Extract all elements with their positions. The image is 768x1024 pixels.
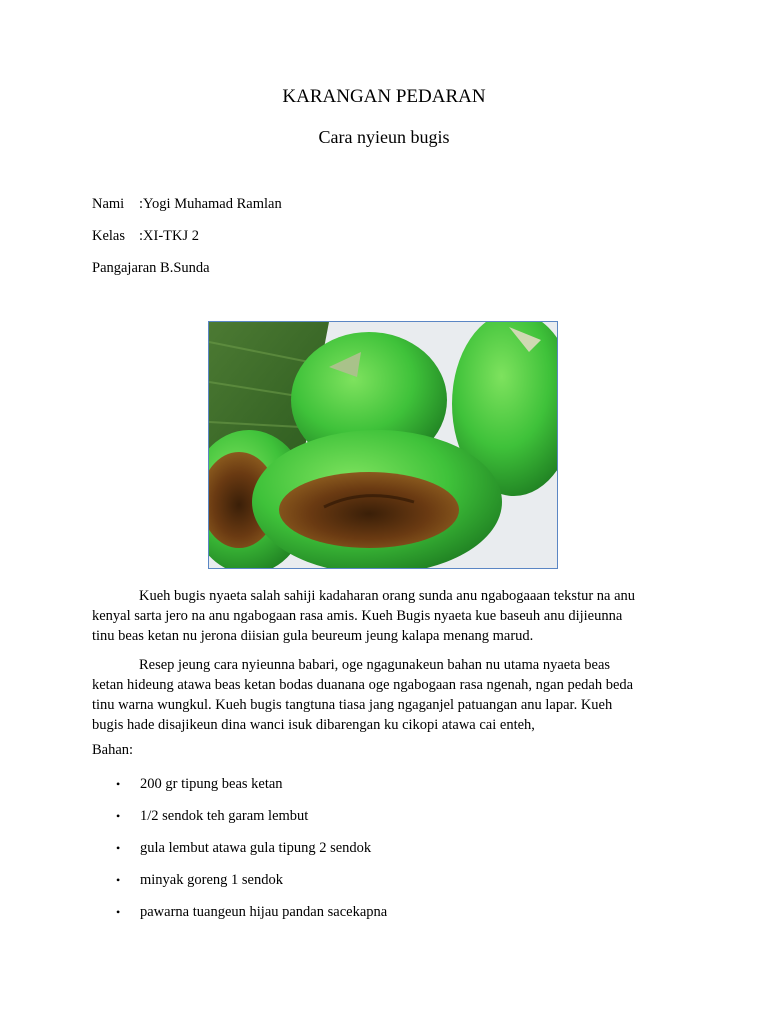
paragraph-line	[92, 586, 676, 606]
paragraph-line	[92, 655, 676, 675]
text: tinu beas ketan nu jerona diisian gula beureum jeung kalapa menang marud.	[92, 628, 534, 644]
text: kenyal sarta jero na anu ngabogaan rasa amis. Kueh Bugis nyaeta kue baseuh anu dijieunna	[92, 608, 623, 624]
info-row-class	[92, 228, 199, 245]
ingredients-list	[92, 775, 387, 935]
text: pawarna tuangeun hijau pandan sacekapna	[140, 904, 388, 920]
info-row-name	[92, 196, 282, 213]
bullet-icon: •	[116, 777, 121, 791]
paragraph-line	[92, 695, 676, 715]
subject-line: Pangajaran B.Sunda	[92, 260, 210, 276]
bullet-icon: •	[116, 873, 121, 887]
list-item	[92, 903, 387, 935]
text: 200 gr tipung beas ketan	[140, 776, 283, 792]
text: bugis hade disajikeun dina wanci isuk dibarengan ku cikopi atawa cai enteh,	[92, 717, 535, 733]
document-title: KARANGAN PEDARAN	[282, 86, 486, 107]
list-item	[92, 775, 387, 807]
info-value: :Yogi Muhamad Ramlan	[139, 196, 282, 212]
kueh-bugis-photo	[208, 321, 558, 569]
text: Kueh bugis nyaeta salah sahiji kadaharan orang sunda anu ngabogaaan tekstur na anu	[139, 588, 636, 604]
text: minyak goreng 1 sendok	[140, 872, 283, 888]
text: ketan hideung atawa beas ketan bodas duanana oge ngabogaan rasa ngenah, ngan pedah beda	[92, 677, 634, 693]
list-item	[92, 807, 387, 839]
list-item	[92, 839, 387, 871]
bullet-icon: •	[116, 841, 121, 855]
paragraph-intro	[92, 586, 676, 646]
paragraph-line	[92, 626, 676, 646]
paragraph-recipe	[92, 655, 676, 735]
paragraph-line	[92, 675, 676, 695]
document-subtitle: Cara nyieun bugis	[318, 127, 450, 147]
paragraph-line	[92, 715, 676, 735]
text: gula lembut atawa gula tipung 2 sendok	[140, 840, 372, 856]
text: 1/2 sendok teh garam lembut	[140, 808, 309, 824]
ingredients-heading: Bahan:	[92, 742, 134, 758]
text: tinu warna wungkul. Kueh bugis tangtuna tiasa jang ngaganjel patuangan anu lapar. Kueh	[92, 697, 613, 713]
bullet-icon: •	[116, 809, 121, 823]
text: Resep jeung cara nyieunna babari, oge ngagunakeun bahan nu utama nyaeta beas	[139, 657, 611, 673]
list-item	[92, 871, 387, 903]
bullet-icon: •	[116, 905, 121, 919]
info-value: :XI-TKJ 2	[139, 228, 200, 244]
info-label: Kelas	[92, 228, 126, 244]
paragraph-line	[92, 606, 676, 626]
info-label: Nami	[92, 196, 125, 212]
